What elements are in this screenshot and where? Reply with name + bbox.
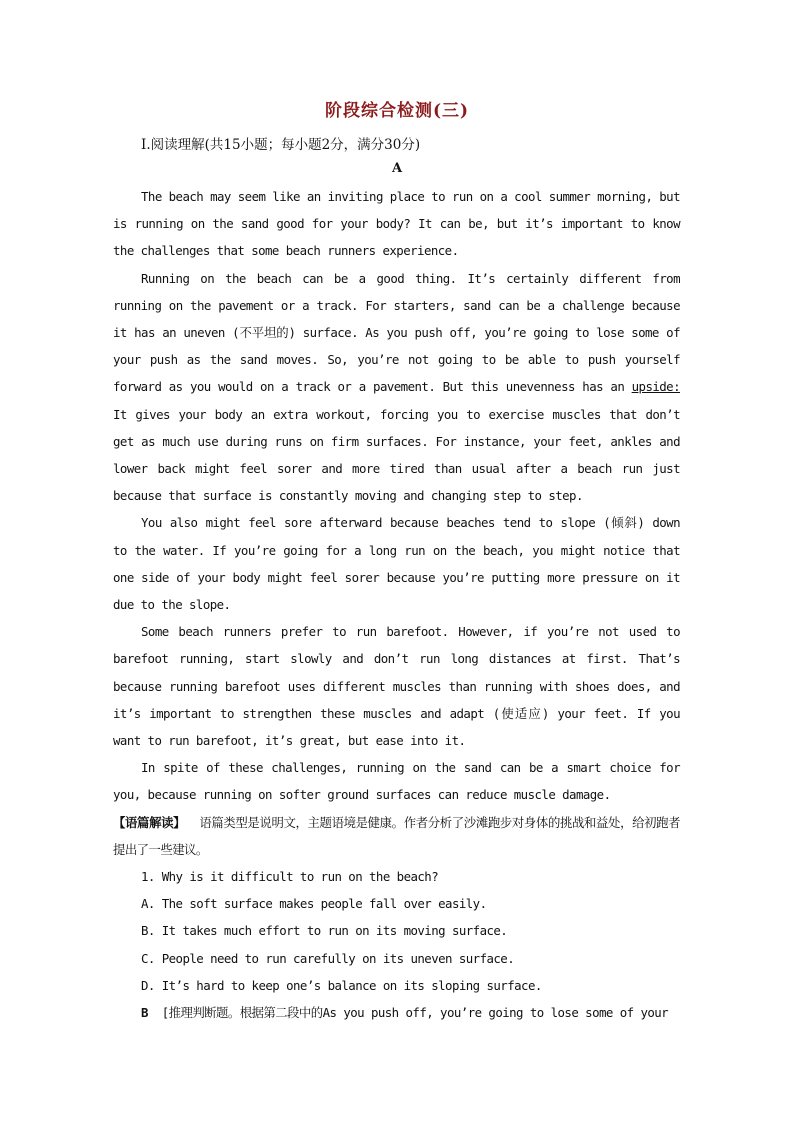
section-heading: Ⅰ.阅读理解(共15小题；每小题2分，满分30分) <box>141 137 421 153</box>
paragraph-2-part-a: Running on the beach can be a good thing. It’s certainly different from running on the pavement or a track. For starters, sand can be a challenge because it has an uneven (不平坦的) surface. As you push off, you’re going to lose some of your push as the sand moves. So, you’re not going to be able to push yourself forward as you would on a track or a pavement. But this unevenness has an <box>113 270 680 395</box>
paragraph-1: The beach may seem like an inviting place to run on a cool summer morning, but is running on the sand good for your body? It can be, but it’s important to know the challenges that some beach runners experience. <box>113 189 680 259</box>
option-d: D. It’s hard to keep one’s balance on its sloping surface. <box>141 977 542 993</box>
answer-explanation <box>113 999 680 1026</box>
passage-body <box>113 183 680 1026</box>
underlined-word: upside: <box>631 379 680 395</box>
question-stem: 1. Why is it difficult to run on the beach? <box>141 869 439 885</box>
paragraph-3: You also might feel sore afterward because beaches tend to slope (倾斜) down to the water. If you’re going for a long run on the beach, you might notice that one side of your body might feel sorer because you’re putting more pressure on it due to the slope. <box>113 515 680 613</box>
discourse-note <box>113 809 680 863</box>
page-title: 阶段综合检测(三) <box>324 101 470 121</box>
option-b: B. It takes much effort to run on its moving surface. <box>141 923 508 939</box>
paragraph-2 <box>113 265 680 510</box>
answer-key: B <box>141 1005 148 1021</box>
paragraph-5: In spite of these challenges, running on the sand can be a smart choice for you, because running on softer ground surfaces can reduce muscle damage. <box>113 760 680 803</box>
note-text: 语篇类型是说明文，主题语境是健康。作者分析了沙滩跑步对身体的挑战和益处，给初跑者提出了一些建议。 <box>113 814 681 857</box>
paragraph-2-part-b: It gives your body an extra workout, forcing you to exercise muscles that don’t get as much use during runs on firm surfaces. For instance, your feet, ankles and lower back might feel sorer and more tired than usual after a beach run just because that surface is constantly moving and changing step to step. <box>113 406 680 504</box>
note-label: 【语篇解读】 <box>113 814 186 830</box>
paragraph-4: Some beach runners prefer to run barefoot. However, if you’re not used to barefoot running, start slowly and don’t run long distances at first. That’s because running barefoot uses different muscles than running with shoes does, and it’s important to strengthen these muscles and adapt (使适应) your feet. If you want to run barefoot, it’s great, but ease into it. <box>113 624 680 749</box>
option-a: A. The soft surface makes people fall over easily. <box>141 896 487 912</box>
answer-text: [推理判断题。根据第二段中的As you push off, you’re going to lose some of your <box>161 1005 669 1021</box>
option-c: C. People need to run carefully on its uneven surface. <box>141 950 515 966</box>
passage-label: A <box>391 161 403 176</box>
